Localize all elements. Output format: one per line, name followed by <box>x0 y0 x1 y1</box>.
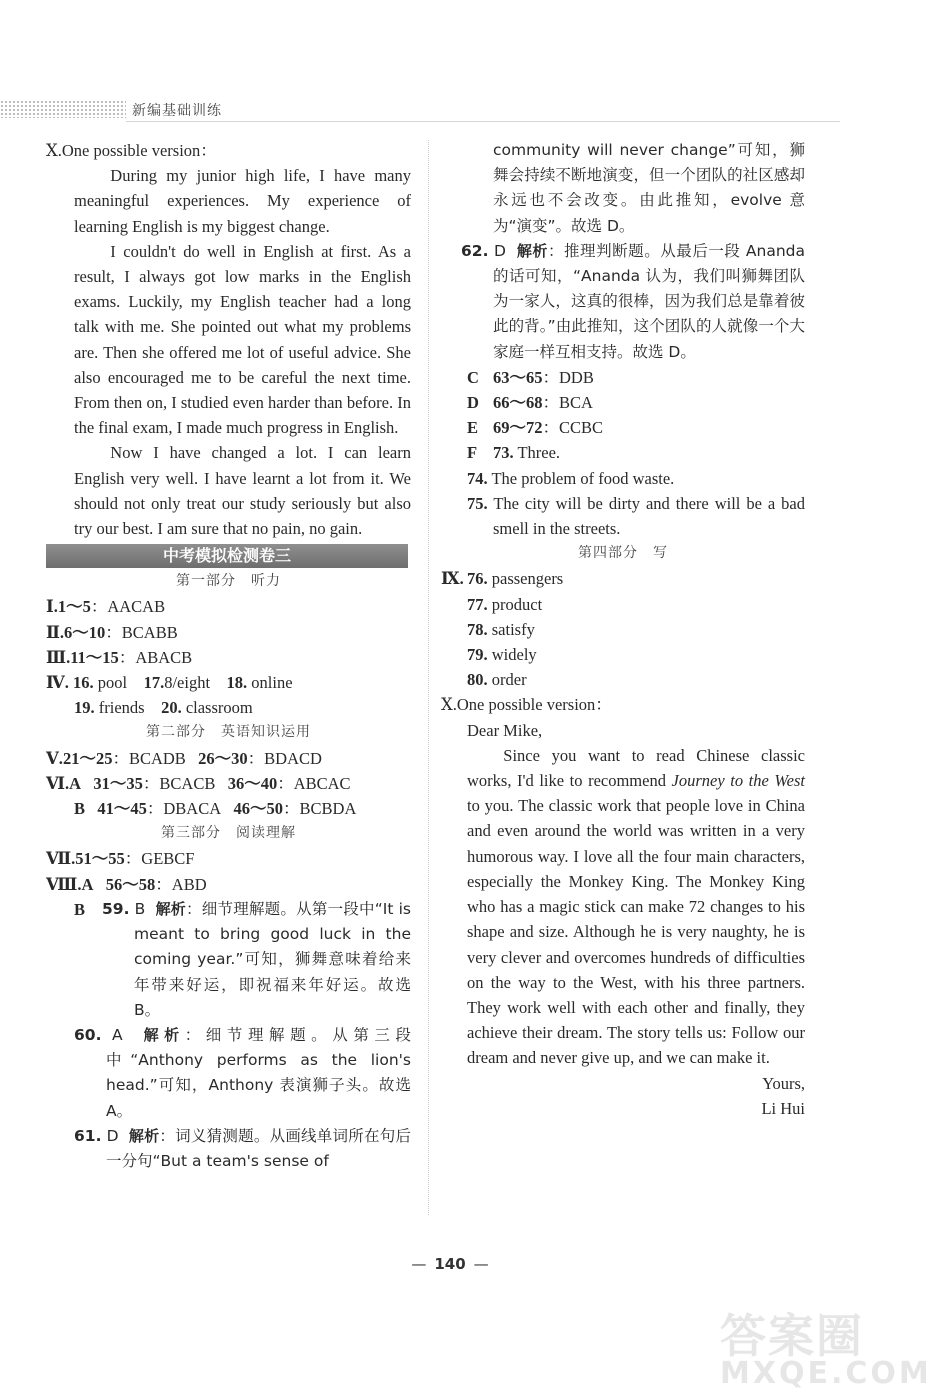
book-title: 新编基础训练 <box>132 103 222 119</box>
page-footer: — 140 — <box>411 1255 489 1273</box>
answer-row-d: D 66～68：BCA <box>467 393 593 413</box>
answer-row-77: 77. product <box>467 594 543 614</box>
answer-row-iv: Ⅳ. 16. pool 17.8/eight 18. online <box>46 673 293 693</box>
watermark-logo: 答案圈 MXQE.COM <box>720 1309 932 1391</box>
letter-body: Since you want to read Chinese classic works, I'd like to recommend Journey to the West to you. The classic work that people love in China and even around the world was written in a very humorous way. I love all the four main characters, especially the Monkey King. The Monkey King who has a magic stick can make 72 changes to his shape and size. Although he is very naughty, he is very clever and overcomes hundreds of difficulties on the way to the West, with his three partners. They work well with each other and finally, they achieve their dream. The story tells us: Follow our dream and never give up, and we can make it. <box>467 745 805 1068</box>
answer-row-vi-b: B 41～45：DBACA 46～50：BCBDA <box>74 799 357 819</box>
essay <box>46 163 411 541</box>
essay-paragraph: Now I have changed a lot. I can learn English very well. I have learnt a lot from it. We should not only treat our study seriously but also try our best. I am sure that no pain, no gain. <box>74 443 411 539</box>
question-62 <box>441 239 805 365</box>
answer-row-80: 80. order <box>467 670 527 690</box>
answer-row-i: Ⅰ.1～5：AACAB <box>46 597 166 617</box>
explanation: 61. D 解析：词义猜测题。从画线单词所在句后一分句“But a team's sense of <box>74 1126 411 1170</box>
essay-paragraph: During my junior high life, I have many meaningful experiences. My experience of learning English is my biggest change. <box>74 166 411 236</box>
question-61 <box>46 1124 411 1174</box>
answer-row-78: 78. satisfy <box>467 619 535 639</box>
answer-row-iii: Ⅲ.11～15：ABACB <box>46 647 193 667</box>
question-59: B 59. B 解析：细节理解题。从第一段中“It is meant to bring good luck in the coming year.”可知，狮舞意味着给来年带来好运，即祝福来年好运。故选 B。 <box>46 897 411 1023</box>
part-heading: 第一部分 听力 <box>176 573 281 590</box>
essay-paragraph: I couldn't do well in English at first. As a result, I always got low marks in the English exams. Luckily, my English teacher had a long talk with me. She pointed out what my problems are. Then she offered me lot of useful advice. She also encouraged me to be careful the next time. From then on, I studied even harder than before. In the final exam, I made much progress in English. <box>74 241 411 438</box>
answer-row-f: F 73. Three. <box>467 443 561 463</box>
right-column <box>441 138 805 1121</box>
answer-row-c: C 63～65：DDB <box>467 367 594 387</box>
part-heading: 第四部分 写 <box>578 545 668 562</box>
letter-salutation: Dear Mike, <box>467 720 543 740</box>
answer-row-e: E 69～72：CCBC <box>467 418 604 438</box>
answer-row-74: 74. The problem of food waste. <box>467 468 675 488</box>
part-heading: 第二部分 英语知识运用 <box>146 724 311 741</box>
letter-closing: Yours, <box>762 1073 805 1093</box>
letter <box>441 718 805 1121</box>
left-column <box>46 138 411 1174</box>
answer-row-75: 75. The city will be dirty and there will be a bad smell in the streets. <box>467 493 806 539</box>
question-61-continued: community will never change”可知，狮舞会持续不断地演变，但一个团队的社区感却永远也不会改变。由此推知，evolve 意为“演变”。故选 D。 <box>493 141 805 235</box>
answer-row-v: Ⅴ.21～25：BCADB 26～30：BDACD <box>46 748 322 768</box>
answer-row-vii: Ⅶ.51～55：GEBCF <box>46 849 195 869</box>
answer-row-iv-cont: 19. friends 20. classroom <box>74 698 253 718</box>
letter-signature: Li Hui <box>761 1098 805 1118</box>
question-60 <box>46 1023 411 1124</box>
exam-banner: 中考模拟检测卷三 <box>46 544 408 568</box>
part-heading: 第三部分 阅读理解 <box>161 825 296 842</box>
explanation: 60. A 解析：细节理解题。从第三段中“Anthony performs as the lion's head.”可知，Anthony 表演狮子头。故选 A。 <box>74 1025 411 1120</box>
answer-row-ix: Ⅸ. 76. passengers <box>441 569 564 589</box>
section-x-intro: Ⅹ.One possible version： <box>441 695 612 715</box>
section-x-intro: Ⅹ.One possible version： <box>46 141 217 160</box>
answer-row-viii-a: Ⅷ.A 56～58：ABD <box>46 874 207 894</box>
answer-row-79: 79. widely <box>467 645 537 665</box>
header-rule <box>126 121 840 122</box>
explanation: 62. D 解析：推理判断题。从最后一段 Ananda 的话可知，“Ananda 认为，我们叫狮舞团队为一家人，这真的很棒，因为我们总是靠着彼此的背。”由此推知，这个团队的人就像一个大家庭一样互相支持。故选 D。 <box>461 241 806 361</box>
page-number: 140 <box>434 1255 466 1273</box>
book-title-italic: Journey to the West <box>671 771 805 791</box>
column-divider <box>428 140 429 1215</box>
page-header <box>0 88 900 128</box>
explanation: 59. B 解析：细节理解题。从第一段中“It is meant to bring good luck in the coming year.”可知，狮舞意味着给来年带来好运，即祝福来年好运。故选 B。 <box>102 899 411 1019</box>
header-dot-pattern <box>0 100 126 118</box>
answer-row-ii: Ⅱ.6～10：BCABB <box>46 622 178 642</box>
answer-row-vi-a: Ⅵ.A 31～35：BCACB 36～40：ABCAC <box>46 773 351 793</box>
